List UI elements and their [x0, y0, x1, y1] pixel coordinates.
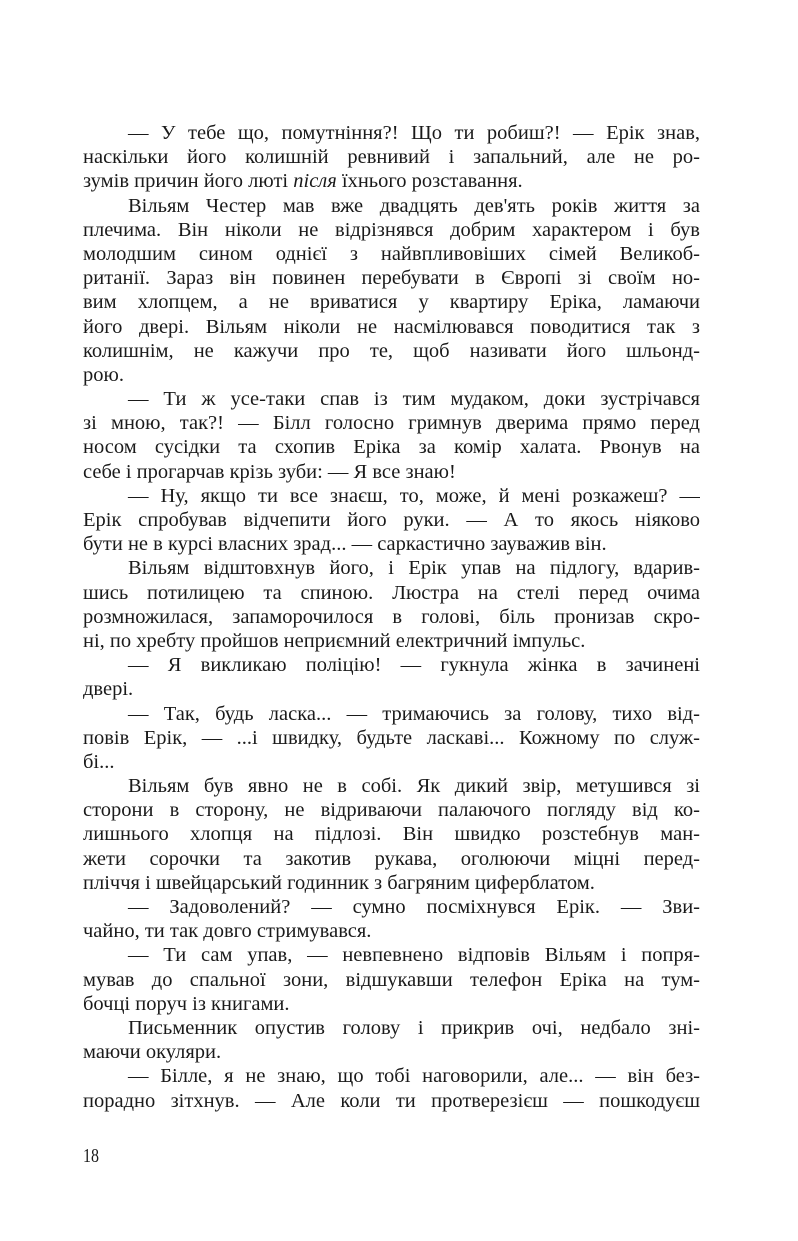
- text-line: — У тебе що, помутніння?! Що ти робиш?! — Ерік знав,: [128, 122, 700, 144]
- text-line: розмножилася, запаморочилося в голові, біль пронизав скро-: [83, 605, 700, 628]
- text-line: бути не в курсі власних зрад... — саркастично зауважив він.: [83, 533, 607, 556]
- text-line: жети сорочки та закотив рукава, оголюючи міцні перед-: [83, 847, 700, 870]
- text-line: себе і прогарчав крізь зуби: — Я все знаю!: [83, 460, 456, 483]
- text-line: — Ти ж усе-таки спав із тим мудаком, доки зустрічався: [128, 388, 700, 411]
- text-line: ні, по хребту пройшов неприємний електричний імпульс.: [83, 629, 586, 652]
- italic-emphasis: після: [293, 170, 337, 193]
- text-line: носом сусідки та схопив Еріка за комір халата. Рвонув на: [83, 436, 700, 459]
- text-line: наскільки його колишній ревнивий і запальний, але не ро-: [83, 146, 700, 169]
- page-number: 18: [83, 1145, 99, 1167]
- text-line: пліччя і швейцарський годинник з багряним циферблатом.: [83, 871, 595, 894]
- text-line: колишнім, не кажучи про те, щоб називати його шльонд-: [83, 339, 700, 362]
- text-line: — Задоволений? — сумно посміхнувся Ерік. — Зви-: [128, 896, 700, 918]
- text-line: Вільям Честер мав вже двадцять дев'ять років життя за: [128, 194, 700, 217]
- text-line: зі мною, так?! — Білл голосно гримнув дверима прямо перед: [83, 412, 700, 435]
- text-line: бі...: [83, 750, 115, 773]
- page-body-text: [83, 121, 700, 1113]
- text-line: лишнього хлопця на підлозі. Він швидко розстебнув ман-: [83, 823, 700, 846]
- text-line: чайно, ти так довго стримувався.: [83, 920, 372, 943]
- text-line: Письменник опустив голову і прикрив очі, недбало зні-: [128, 1016, 700, 1039]
- text-line: бочці поруч із книгами.: [83, 992, 290, 1015]
- text-segment: зумів причин його люті: [83, 170, 294, 193]
- text-line: двері.: [83, 678, 134, 701]
- text-line: мував до спальної зони, відшукавши телефон Еріка на тум-: [83, 968, 700, 991]
- text-line: — Білле, я не знаю, що тобі наговорили, але... — він без-: [128, 1065, 700, 1088]
- text-line: сторони в сторону, не відриваючи палаючого погляду від ко-: [83, 799, 700, 822]
- text-line: порадно зітхнув. — Але коли ти протверезієш — пошкодуєш: [83, 1089, 700, 1112]
- text-line: — Так, будь ласка... — тримаючись за голову, тихо від-: [128, 702, 700, 725]
- text-line: — Я викликаю поліцію! — гукнула жінка в зачинені: [128, 654, 700, 677]
- text-segment: їхнього розставання.: [336, 170, 523, 193]
- text-line: вим хлопцем, а не вриватися у квартиру Еріка, ламаючи: [83, 291, 700, 314]
- text-line: — Ти сам упав, — невпевнено відповів Вільям і попря-: [128, 944, 700, 967]
- text-line: маючи окуляри.: [83, 1041, 222, 1064]
- text-line: плечима. Він ніколи не відрізнявся добрим характером і був: [83, 218, 700, 241]
- text-line: повів Ерік, — ...і швидку, будьте ласкаві... Кожному по служ-: [83, 726, 700, 749]
- text-line: ританії. Зараз він повинен перебувати в Європі зі своїм но-: [83, 267, 700, 290]
- text-line: Вільям був явно не в собі. Як дикий звір, метушився зі: [128, 775, 700, 798]
- text-line: шись потилицею та спиною. Люстра на стелі перед очима: [83, 581, 700, 604]
- text-line: Вільям відштовхнув його, і Ерік упав на підлогу, вдарив-: [128, 557, 700, 580]
- text-line: молодшим сином однієї з найвпливовіших сімей Великоб-: [83, 242, 700, 265]
- text-line: його двері. Вільям ніколи не насмілювався поводитися так з: [83, 315, 700, 338]
- text-line: — Ну, якщо ти все знаєш, то, може, й мені розкажеш? —: [128, 484, 700, 507]
- text-line: [83, 169, 700, 193]
- text-line: Ерік спробував відчепити його руки. — А то якось ніяково: [83, 509, 700, 531]
- text-line: рою.: [83, 363, 124, 386]
